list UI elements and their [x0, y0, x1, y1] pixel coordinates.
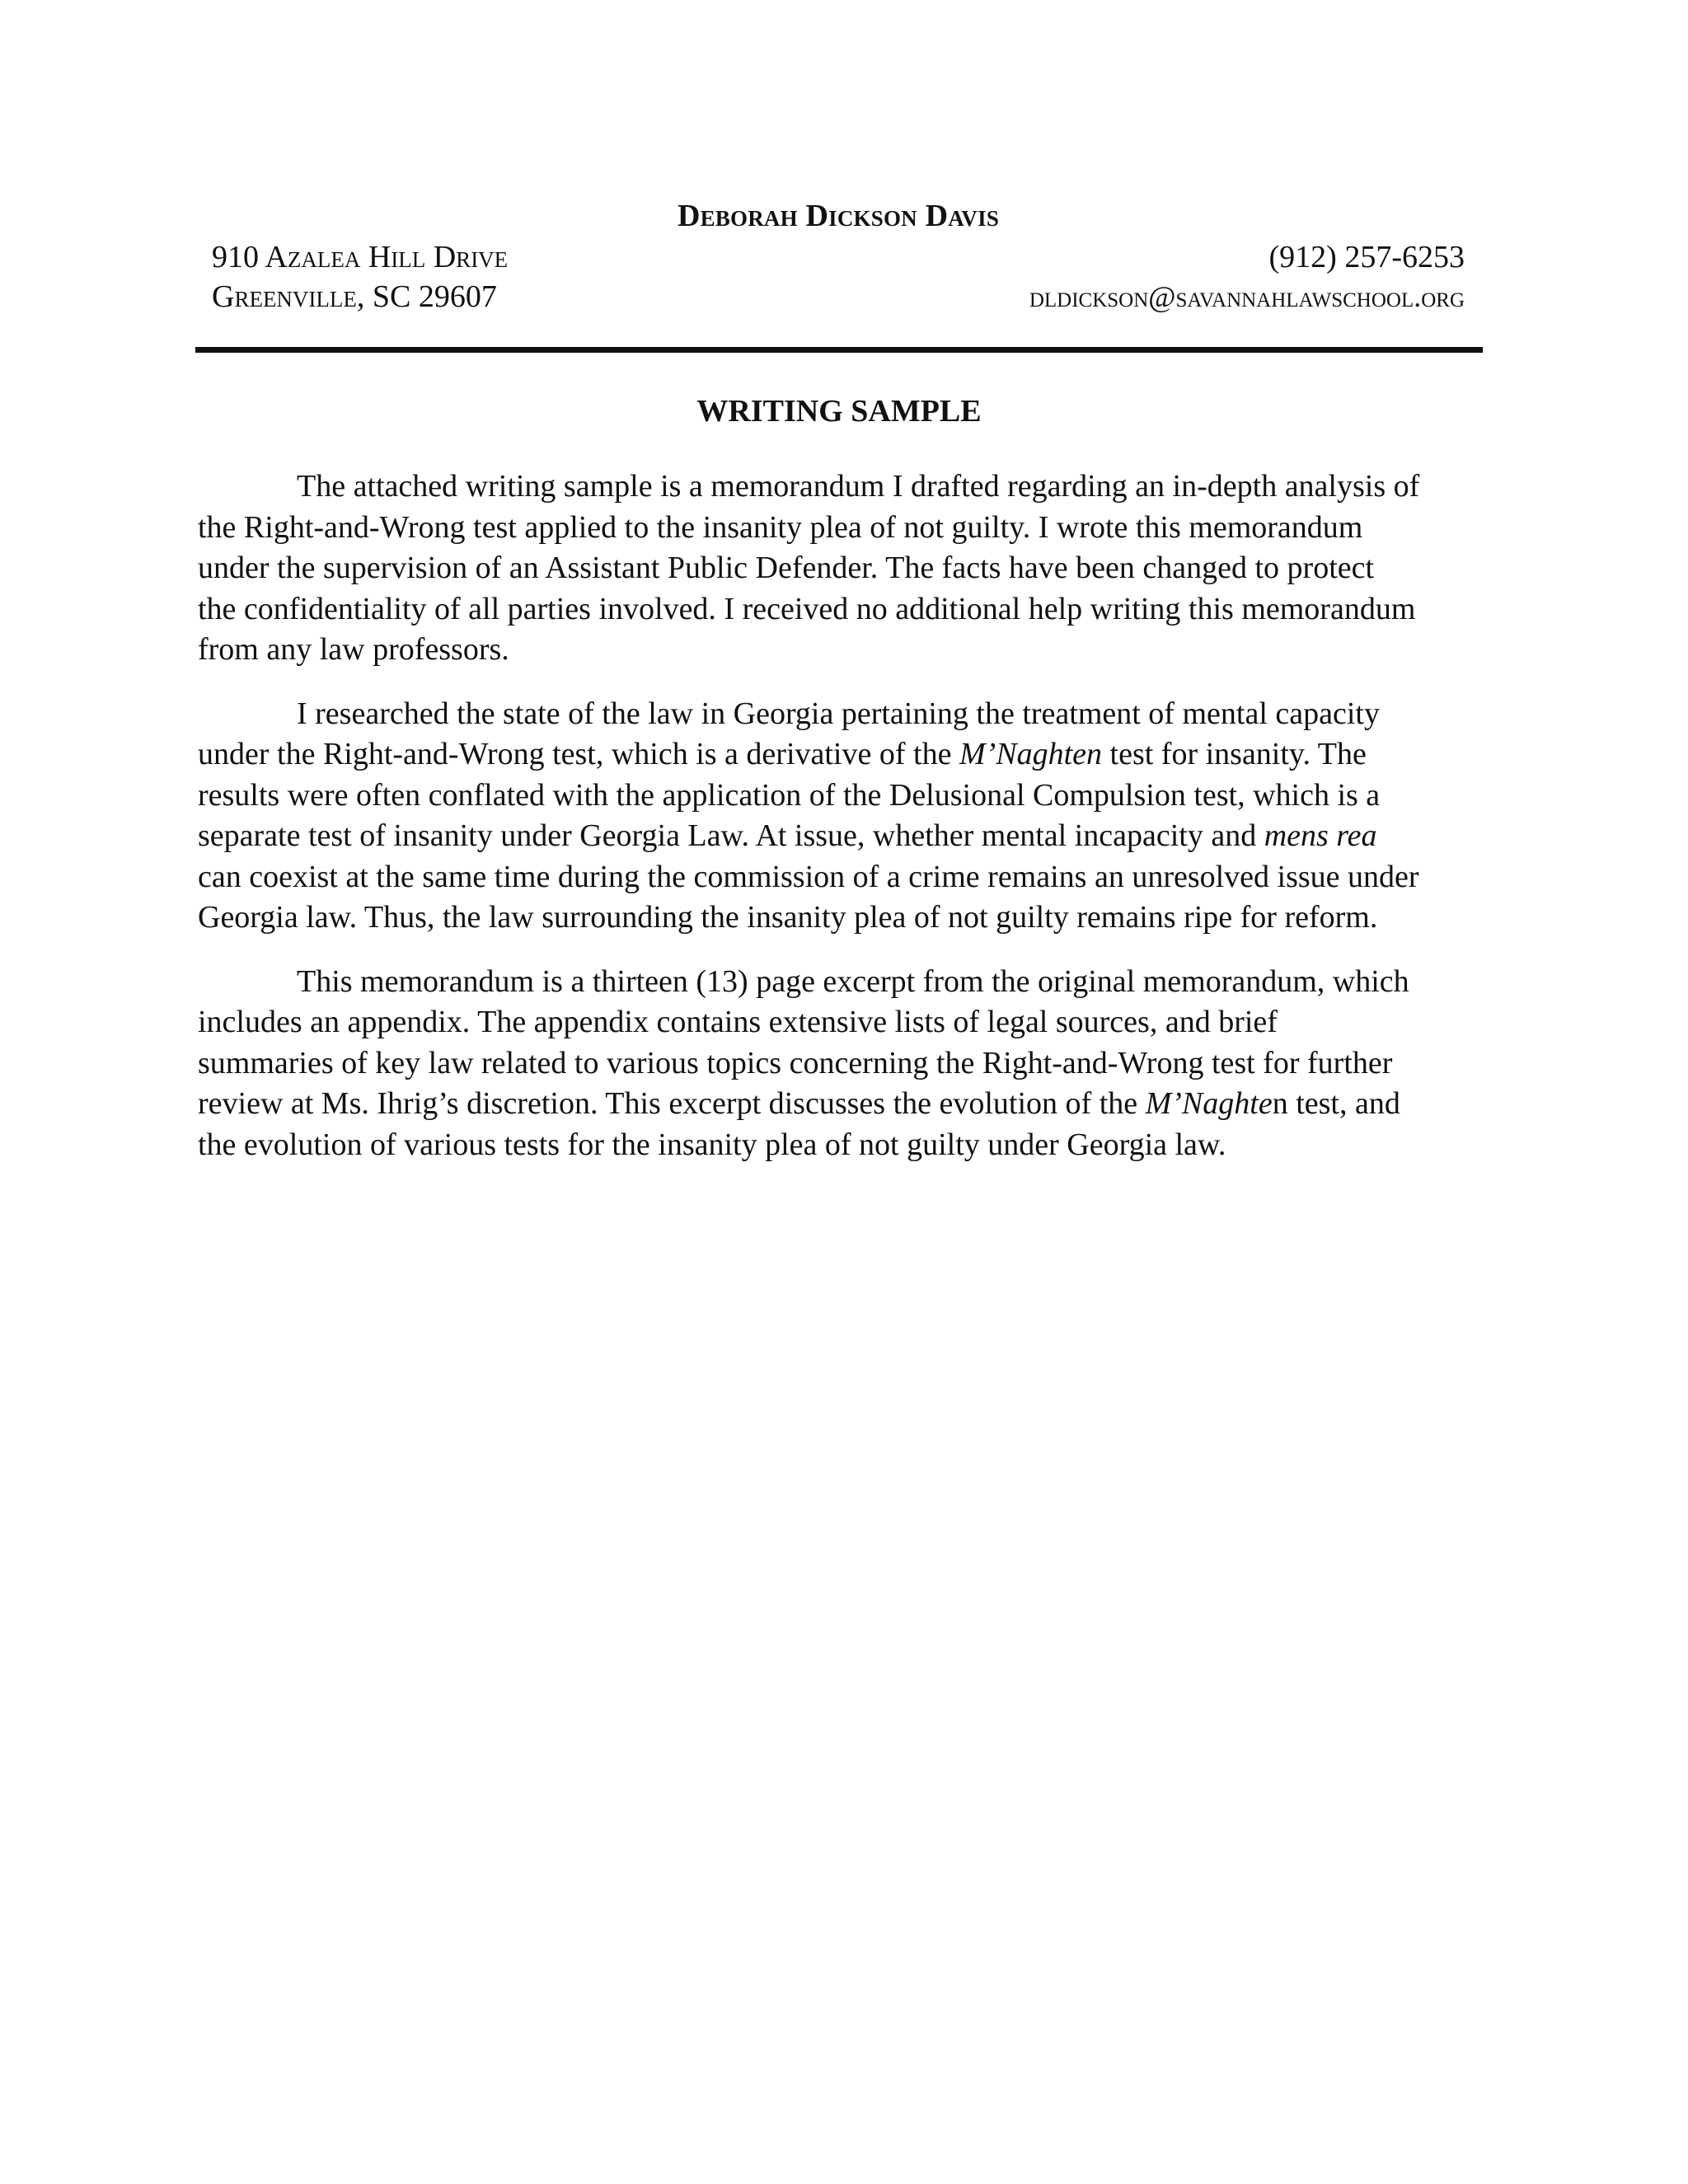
- document-heading: WRITING SAMPLE: [696, 394, 982, 429]
- text-line: This memorandum is a thirteen (13) page excerpt from the original memorandum, which: [297, 963, 1409, 999]
- text-line: results were often conflated with the application of the Delusional Compulsion test, which is a: [198, 777, 1381, 813]
- text-line: The attached writing sample is a memorandum I drafted regarding an in-depth analysis of: [297, 469, 1420, 504]
- text-line: includes an appendix. The appendix contains extensive lists of legal sources, and brief: [198, 1005, 1278, 1039]
- author-name: Deborah Dickson Davis: [677, 199, 1000, 233]
- latin-term-italic: mens rea: [1264, 818, 1377, 853]
- paragraph-3: [198, 962, 1484, 1166]
- case-name-italic: M’Naghten: [959, 737, 1103, 771]
- text-line: the confidentiality of all parties involved. I received no additional help writing this memorandum: [198, 591, 1416, 626]
- text-line: the Right-and-Wrong test applied to the insanity plea of not guilty. I wrote this memorandum: [198, 509, 1363, 545]
- text-line: under the supervision of an Assistant Public Defender. The facts have been changed to protect: [198, 551, 1375, 585]
- paragraph-2: [198, 694, 1484, 939]
- contact-row-2: [195, 277, 1481, 316]
- contact-row-1: [195, 237, 1481, 277]
- text-line: can coexist at the same time during the commission of a crime remains an unresolved issue under: [198, 859, 1419, 894]
- text-line: the evolution of various tests for the insanity plea of not guilty under Georgia law.: [198, 1127, 1226, 1162]
- text-run: review at Ms. Ihrig’s discretion. This excerpt discusses the evolution of the: [198, 1086, 1146, 1121]
- letterhead-divider: [195, 347, 1483, 353]
- text-line: I researched the state of the law in Georgia pertaining the treatment of mental capacity: [297, 696, 1380, 731]
- letterhead: [195, 194, 1481, 316]
- address-line-2: Greenville, SC 29607: [212, 279, 497, 314]
- text-line: summaries of key law related to various topics concerning the Right-and-Wrong test for further: [198, 1045, 1393, 1080]
- paragraph-1: [198, 466, 1484, 671]
- text-run: test for insanity. The: [1102, 737, 1367, 771]
- document-body: [198, 466, 1484, 1188]
- text-run: under the Right-and-Wrong test, which is a derivative of the: [198, 737, 959, 771]
- address-line-1: 910 Azalea Hill Drive: [212, 240, 509, 274]
- text-line: [198, 734, 1484, 776]
- text-line: [198, 816, 1484, 857]
- email-address: dldickson@savannahlawschool.org: [1029, 280, 1465, 313]
- phone-number: (912) 257-6253: [1268, 240, 1465, 274]
- text-line: [198, 1084, 1484, 1125]
- case-name-italic: M’Naghte: [1145, 1086, 1273, 1121]
- text-line: from any law professors.: [198, 632, 509, 667]
- text-run: separate test of insanity under Georgia Law. At issue, whether mental incapacity and: [198, 818, 1264, 853]
- text-run: n test, and: [1272, 1086, 1400, 1121]
- text-line: Georgia law. Thus, the law surrounding the insanity plea of not guilty remains ripe for reform.: [198, 900, 1378, 935]
